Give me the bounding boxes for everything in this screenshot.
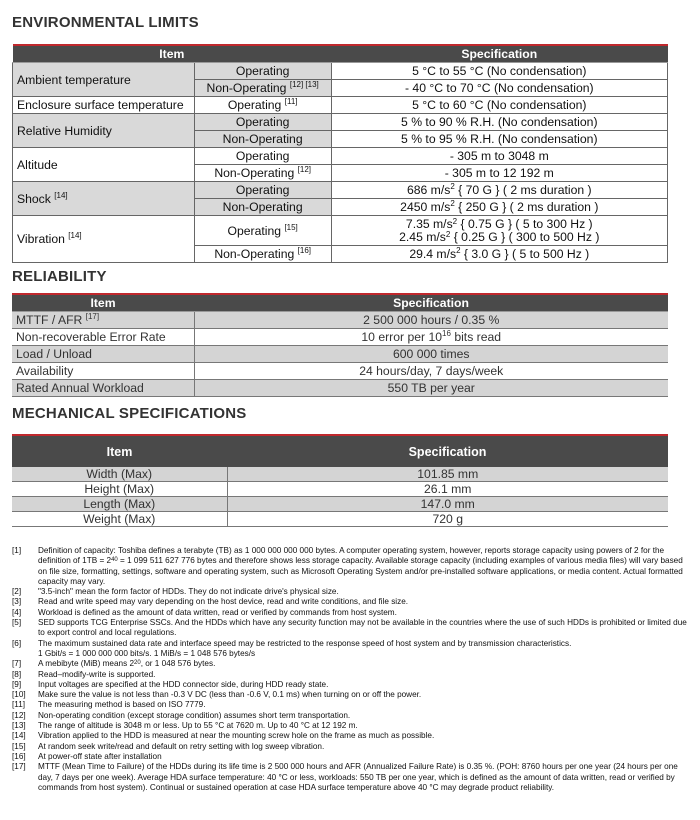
row-label xyxy=(13,182,195,216)
table-row xyxy=(12,329,668,346)
footnote-text xyxy=(38,546,688,587)
footnote-text-part: Definition of capacity: Toshiba defines a terabyte (TB) as 1 000 000 000 000 bytes. A computer operating system, however, reports storage capacity using powers of 2 for the definition of 1TB = 2 xyxy=(38,546,665,566)
footnote-ref: [12] [13] xyxy=(289,80,319,89)
footnote-number: [11] xyxy=(12,700,26,710)
exponent: 40 xyxy=(111,557,118,564)
footnote-number: [8] xyxy=(12,669,22,679)
footnote-text: MTTF (Mean Time to Failure) of the HDDs during its life time is 2 500 000 hours and AFR (Annualized Failure Rate) is 0.35 %. (POH: 8760 hours per one year (24 hours per one day, 7 days per one week). Average HDA surface temperature: 40 °C or less, workloads: 550 TB per one year, which is defined as the amount of data written, read or verified by commands from host system). Continual or sustained operation at case HDA surface temperature above 40 °C may degrade product reliability. xyxy=(38,762,678,792)
spec-cell: 5 °C to 55 °C (No condensation) xyxy=(331,63,667,80)
condition-cell: Operating xyxy=(194,114,331,131)
footnote xyxy=(12,670,688,680)
row-label: Width (Max) xyxy=(12,467,227,482)
row-label: Ambient temperature xyxy=(13,63,195,97)
condition-cell xyxy=(194,216,331,246)
footnote xyxy=(12,700,688,710)
mech-col-spec: Specification xyxy=(227,435,668,467)
footnote-number: [9] xyxy=(12,679,22,689)
footnote-number: [15] xyxy=(12,741,26,751)
footnote-text: Input voltages are specified at the HDD connector side, during HDD ready state. xyxy=(38,679,329,689)
footnote xyxy=(12,762,688,793)
spec-cell: 147.0 mm xyxy=(227,497,668,512)
footnote-number: [16] xyxy=(12,751,26,761)
condition-label: Non-Operating xyxy=(206,81,287,95)
condition-cell: Operating xyxy=(194,182,331,199)
spec-cell: 26.1 mm xyxy=(227,482,668,497)
rel-col-spec: Specification xyxy=(194,294,668,312)
spec-cell xyxy=(331,246,667,263)
env-col-spec: Specification xyxy=(331,45,667,63)
footnote-number: [14] xyxy=(12,731,26,741)
exponent: 2 xyxy=(445,229,451,239)
row-label xyxy=(13,216,195,263)
footnote-number: [10] xyxy=(12,690,26,700)
footnote-ref: [11] xyxy=(284,97,298,106)
footnote-number: [2] xyxy=(12,587,22,597)
spec-cell: 5 % to 95 % R.H. (No condensation) xyxy=(331,131,667,148)
spec-cell: 5 % to 90 % R.H. (No condensation) xyxy=(331,114,667,131)
exponent: 2 xyxy=(450,199,455,208)
spec-text: 686 m/s xyxy=(406,183,451,197)
table-row xyxy=(13,114,668,131)
table-row xyxy=(13,216,668,246)
spec-text: { 250 G } ( 2 ms duration ) xyxy=(454,200,599,214)
footnote xyxy=(12,752,688,762)
spec-text: 7.35 m/s xyxy=(405,216,453,231)
footnote-text: Non-operating condition (except storage condition) assumes short term transportation. xyxy=(38,710,351,720)
row-label: Load / Unload xyxy=(12,346,194,363)
spec-cell: 720 g xyxy=(227,512,668,527)
table-row xyxy=(12,363,668,380)
footnote-text: At random seek write/read and default on retry setting with log sweep vibration. xyxy=(38,741,325,751)
footnote-text: At power-off state after installation xyxy=(38,751,162,761)
condition-cell xyxy=(194,165,331,182)
footnote-ref: [14] xyxy=(54,190,68,200)
row-label: Non-recoverable Error Rate xyxy=(12,329,194,346)
footnote xyxy=(12,680,688,690)
spec-cell: 101.85 mm xyxy=(227,467,668,482)
footnote-text-part: A mebibyte (MiB) means 2 xyxy=(38,659,135,669)
footnote-text: The range of altitude is 3048 m or less. Up to 55 °C at 7620 m. Up to 40 °C at 12 192 m. xyxy=(38,721,358,731)
footnote xyxy=(12,731,688,741)
row-label: Availability xyxy=(12,363,194,380)
table-row xyxy=(13,182,668,199)
spec-cell xyxy=(331,199,667,216)
table-row xyxy=(12,512,668,527)
footnote-number: [6] xyxy=(12,638,22,648)
condition-cell: Non-Operating xyxy=(194,131,331,148)
condition-cell xyxy=(194,246,331,263)
footnote-text-part: , or 1 048 576 bytes. xyxy=(140,659,216,669)
table-row xyxy=(12,380,668,397)
footnote xyxy=(12,711,688,721)
footnote-number: [17] xyxy=(12,762,26,772)
footnote-text xyxy=(38,659,688,669)
reliability-table xyxy=(12,293,668,397)
rel-heading: RELIABILITY xyxy=(12,268,107,285)
mech-header-row xyxy=(12,435,668,467)
row-label: Enclosure surface temperature xyxy=(13,97,195,114)
footnote xyxy=(12,721,688,731)
spec-cell: - 305 m to 12 192 m xyxy=(331,165,667,182)
footnote-ref: [17] xyxy=(85,312,100,321)
row-label: Weight (Max) xyxy=(12,512,227,527)
footnote xyxy=(12,659,688,669)
footnote xyxy=(12,742,688,752)
footnote xyxy=(12,587,688,597)
condition-cell xyxy=(194,97,331,114)
table-row xyxy=(12,467,668,482)
footnote-text xyxy=(38,639,688,660)
spec-cell: - 305 m to 3048 m xyxy=(331,148,667,165)
exponent: 16 xyxy=(442,329,451,338)
footnote-number: [7] xyxy=(12,659,22,669)
table-row xyxy=(13,148,668,165)
row-label-text: MTTF / AFR xyxy=(16,313,86,327)
footnote-number: [1] xyxy=(12,546,22,555)
env-heading: ENVIRONMENTAL LIMITS xyxy=(12,14,199,31)
footnote xyxy=(12,690,688,700)
footnote-number: [13] xyxy=(12,721,26,731)
row-label-text: Shock xyxy=(17,191,51,206)
exponent: 2 xyxy=(452,216,458,226)
condition-cell: Operating xyxy=(194,63,331,80)
footnote-text: SED supports TCG Enterprise SSCs. And the HDDs which have any security function may not be available in the countries where the use of such HDDs is prohibited or limited due to export control and local regulations. xyxy=(38,618,687,638)
condition-cell: Operating xyxy=(194,148,331,165)
env-table xyxy=(12,44,668,263)
condition-label: Non-Operating xyxy=(214,247,295,261)
env-col-item: Item xyxy=(13,45,332,63)
spec-text: 2.45 m/s xyxy=(399,229,446,244)
footnote-text: "3.5-inch" mean the form factor of HDDs. They do not indicate drive's physical size. xyxy=(38,587,339,597)
footnote-text-part: = 1 099 511 627 776 bytes and therefore shows less storage capacity. Available storage capacity (including examples of various media files) will vary based on file size, formatting, settings, software and operating system, such as Microsoft Operating System and/or pre-installed software applications, or media content. Actual formatted capacity may vary. xyxy=(38,556,683,586)
spec-cell: - 40 °C to 70 °C (No condensation) xyxy=(331,80,667,97)
row-label: Rated Annual Workload xyxy=(12,380,194,397)
spec-text: { 0.75 G } ( 5 to 300 Hz ) xyxy=(457,216,593,231)
mechanical-table xyxy=(12,434,668,527)
footnote-text: Vibration applied to the HDD is measured at near the mounting screw hole on the frame as much as possible. xyxy=(38,731,435,741)
row-label-text: Vibration xyxy=(17,232,65,246)
row-label: Length (Max) xyxy=(12,497,227,512)
condition-cell xyxy=(194,80,331,97)
exponent: 2 xyxy=(456,246,461,255)
footnote-text: The measuring method is based on ISO 7779. xyxy=(38,700,206,710)
spec-cell xyxy=(331,182,667,199)
table-row xyxy=(12,312,668,329)
table-row xyxy=(13,63,668,80)
spec-cell: 600 000 times xyxy=(194,346,668,363)
footnote-text-part: The maximum sustained data rate and interface speed may be restricted to the response speed of host system and by transmission characteristics. xyxy=(38,638,572,648)
footnote-ref: [14] xyxy=(68,231,82,240)
table-row xyxy=(13,97,668,114)
mech-heading: MECHANICAL SPECIFICATIONS xyxy=(12,405,247,422)
exponent: 20 xyxy=(134,660,141,667)
condition-label: Non-Operating xyxy=(214,166,295,180)
footnote-ref: [12] xyxy=(297,165,311,174)
spec-cell: 5 °C to 60 °C (No condensation) xyxy=(331,97,667,114)
table-row xyxy=(12,346,668,363)
footnotes xyxy=(12,546,688,793)
footnote xyxy=(12,597,688,607)
table-row xyxy=(12,482,668,497)
footnote-ref: [16] xyxy=(297,246,311,255)
row-label: Altitude xyxy=(13,148,195,182)
footnote-text: Read–modify-write is supported. xyxy=(38,669,156,679)
spec-text: { 3.0 G } ( 5 to 500 Hz ) xyxy=(460,247,590,261)
spec-cell: 2 500 000 hours / 0.35 % xyxy=(194,312,668,329)
spec-text: 10 error per 10 xyxy=(361,330,443,344)
env-header-row xyxy=(13,45,668,63)
condition-label: Operating xyxy=(227,98,282,112)
rel-header-row xyxy=(12,294,668,312)
footnote-number: [5] xyxy=(12,618,22,628)
row-label: Relative Humidity xyxy=(13,114,195,148)
footnote-text: Read and write speed may vary depending on the host device, read and write conditions, and file size. xyxy=(38,597,409,607)
spec-text: 29.4 m/s xyxy=(409,247,457,261)
footnote xyxy=(12,546,688,587)
condition-cell: Non-Operating xyxy=(194,199,331,216)
rel-col-item: Item xyxy=(12,294,194,312)
footnote-number: [12] xyxy=(12,710,26,720)
spec-cell: 550 TB per year xyxy=(194,380,668,397)
footnote-ref: [15] xyxy=(284,222,298,232)
table-row xyxy=(12,497,668,512)
spec-text: bits read xyxy=(450,330,502,344)
footnote xyxy=(12,639,688,660)
footnote xyxy=(12,608,688,618)
mech-col-item: Item xyxy=(12,435,227,467)
footnote xyxy=(12,618,688,639)
footnote-number: [4] xyxy=(12,607,22,617)
footnote-text: Make sure the value is not less than -0.3 V DC (less than -0.6 V, 0.1 ms) when turning on or off the power. xyxy=(38,690,422,700)
row-label xyxy=(12,312,194,329)
spec-text: { 70 G } ( 2 ms duration ) xyxy=(454,183,592,197)
spec-cell: 24 hours/day, 7 days/week xyxy=(194,363,668,380)
footnote-number: [3] xyxy=(12,597,22,607)
footnote-text-part: 1 Gbit/s = 1 000 000 000 bits/s. 1 MiB/s = 1 048 576 bytes/s xyxy=(38,648,256,658)
spec-cell xyxy=(331,216,667,246)
spec-cell xyxy=(194,329,668,346)
spec-text: 2450 m/s xyxy=(400,200,451,214)
row-label: Height (Max) xyxy=(12,482,227,497)
spec-text: { 0.25 G } ( 300 to 500 Hz ) xyxy=(450,229,600,244)
exponent: 2 xyxy=(450,182,455,191)
footnote-text: Workload is defined as the amount of data written, read or verified by commands from host system. xyxy=(38,607,397,617)
condition-label: Operating xyxy=(227,223,282,238)
